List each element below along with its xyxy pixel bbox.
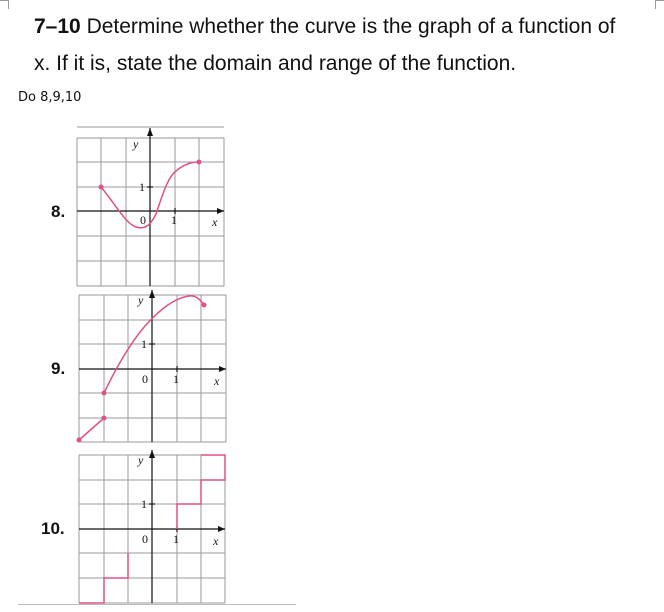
origin-label-8: 0 xyxy=(140,213,146,227)
graph-8 xyxy=(51,127,224,286)
x-axis-label-10: x xyxy=(213,534,219,548)
footer-rule xyxy=(18,604,296,605)
curve-9-segment-left xyxy=(79,418,104,440)
heading-text-line2: x. If it is, state the domain and range of the function. xyxy=(34,52,517,75)
endpoint-9-a xyxy=(77,438,82,443)
x-tick-label-8: 1 xyxy=(171,213,177,227)
origin-label-10: 0 xyxy=(142,532,148,546)
x-tick-label-10: 1 xyxy=(173,532,179,546)
y-axis-arrow-8 xyxy=(147,128,153,136)
y-axis-arrow-9 xyxy=(149,290,155,298)
problem-range: 7–10 xyxy=(34,15,81,38)
endpoint-9-b xyxy=(102,416,107,421)
y-tick-label-10: 1 xyxy=(141,497,147,511)
x-axis-arrow-9 xyxy=(219,366,226,372)
y-tick-label-9: 1 xyxy=(141,337,147,351)
origin-label-9: 0 xyxy=(142,372,148,386)
x-tick-label-9: 1 xyxy=(173,372,179,386)
problem-number-10: 10. xyxy=(41,519,65,538)
graph-10 xyxy=(41,450,225,603)
y-axis-label-8: y xyxy=(133,137,139,151)
endpoint-left-8 xyxy=(99,185,104,190)
x-axis-label-9: x xyxy=(214,374,220,388)
y-axis-label-9: y xyxy=(138,293,144,307)
assignment-note: Do 8,9,10 xyxy=(18,90,82,105)
y-tick-label-8: 1 xyxy=(139,180,145,194)
y-axis-arrow-10 xyxy=(149,450,155,458)
heading-text: Determine whether the curve is the graph of a function of xyxy=(86,15,616,38)
x-axis-label-8: x xyxy=(212,215,218,229)
y-axis-label-10: y xyxy=(138,453,144,467)
x-axis-arrow-8 xyxy=(217,208,224,214)
endpoint-9-d xyxy=(202,303,207,308)
endpoint-9-c xyxy=(102,391,107,396)
problem-number-8: 8. xyxy=(51,202,66,221)
problem-number-9: 9. xyxy=(51,359,66,378)
x-axis-arrow-10 xyxy=(218,526,225,532)
graph-9 xyxy=(51,290,226,443)
endpoint-right-8 xyxy=(197,160,202,165)
